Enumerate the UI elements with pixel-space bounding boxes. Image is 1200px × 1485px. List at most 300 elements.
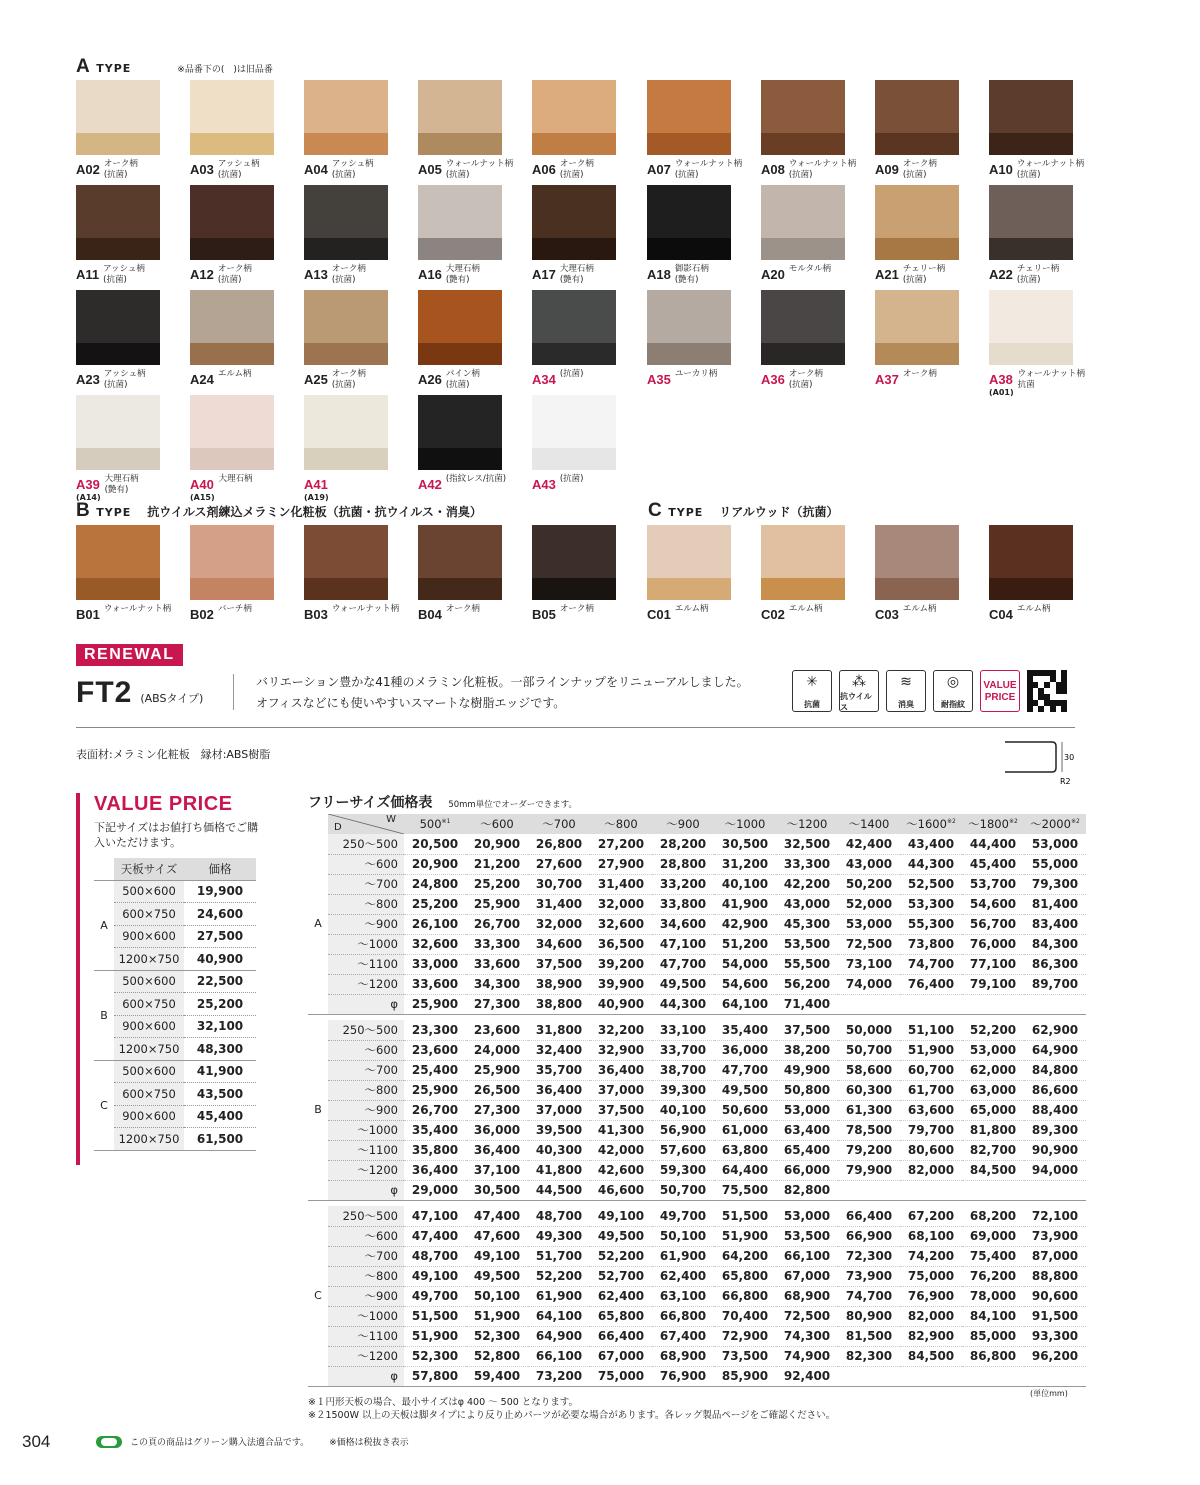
swatch-tile <box>76 185 160 260</box>
price-cell: 39,900 <box>590 974 652 994</box>
value-price-row <box>94 925 256 948</box>
price-cell: 26,700 <box>466 914 528 934</box>
swatch-name: ウォールナット柄 <box>103 604 172 614</box>
price-cell: 35,400 <box>714 1020 776 1040</box>
swatch-label <box>190 264 294 286</box>
swatch-name: オーク柄 (抗菌) <box>902 159 937 180</box>
header-d-w <box>328 814 404 834</box>
swatch-edge <box>418 133 502 155</box>
swatch-code-wrap <box>418 159 442 178</box>
swatch-tile <box>190 185 274 260</box>
price-cell: 50,000 <box>838 1020 900 1040</box>
price-cell: 36,400 <box>528 1080 590 1100</box>
price-cell: 81,800 <box>962 1120 1024 1140</box>
price-cell: 63,000 <box>962 1080 1024 1100</box>
price-cell: 33,600 <box>404 974 466 994</box>
swatch-name: オーク柄 (抗菌) <box>217 264 252 285</box>
price-cell: 74,700 <box>900 954 962 974</box>
price-cell: 51,700 <box>528 1246 590 1266</box>
price-cell: 68,100 <box>900 1226 962 1246</box>
swatch-code: A20 <box>761 267 785 282</box>
price-cell: 27,300 <box>466 994 528 1014</box>
price-cell: 51,900 <box>900 1040 962 1060</box>
swatch-tile <box>989 185 1073 260</box>
price-cell: 90,600 <box>1024 1286 1086 1306</box>
swatch-edge <box>875 238 959 260</box>
width-header <box>528 814 590 834</box>
price-cell <box>900 994 962 1014</box>
price-cell: 47,700 <box>652 954 714 974</box>
price-row <box>308 1140 1086 1160</box>
depth-cell: ～1000 <box>328 934 404 954</box>
a-type-heading: A TYPE ※品番下の( )は旧品番 <box>76 56 273 77</box>
header-w: W <box>386 814 396 825</box>
swatch-tile <box>76 290 160 365</box>
price-row <box>308 1020 1086 1040</box>
swatch-a37 <box>875 290 979 390</box>
price-cell: 53,500 <box>776 1226 838 1246</box>
price-cell: 84,100 <box>962 1306 1024 1326</box>
swatch-tile <box>532 185 616 260</box>
swatch-edge <box>76 238 160 260</box>
price-cell: 77,100 <box>962 954 1024 974</box>
swatch-label <box>76 604 180 623</box>
depth-cell: ～900 <box>328 1286 404 1306</box>
price-cell: 26,800 <box>528 834 590 854</box>
price-cell: 55,300 <box>900 914 962 934</box>
size-cell: 500×600 <box>114 1060 184 1083</box>
swatch-code: A42 <box>418 477 442 492</box>
price-cell: 66,100 <box>776 1246 838 1266</box>
price-cell: 78,500 <box>838 1120 900 1140</box>
b-type-heading: B TYPE 抗ウイルス剤練込メラミン化粧板（抗菌・抗ウイルス・消臭） <box>76 500 482 521</box>
swatch-tile <box>989 80 1073 155</box>
price-cell: 55,000 <box>1024 854 1086 874</box>
swatch-code: A17 <box>532 267 556 282</box>
value-price-title: VALUE PRICE <box>94 793 233 815</box>
swatch-tile <box>647 525 731 600</box>
price-cell: 71,400 <box>776 994 838 1014</box>
price-cell: 81,400 <box>1024 894 1086 914</box>
swatch-tile <box>761 290 845 365</box>
swatch-edge <box>875 133 959 155</box>
price-cell: 79,200 <box>838 1140 900 1160</box>
price-cell: 33,600 <box>466 954 528 974</box>
swatch-label <box>647 369 751 388</box>
price-cell: 34,300 <box>466 974 528 994</box>
swatch-code: A04 <box>304 162 328 177</box>
price-cell: 54,600 <box>962 894 1024 914</box>
width-header <box>714 814 776 834</box>
swatch-old-code: (A14) <box>76 493 101 502</box>
swatch-edge <box>989 238 1073 260</box>
price-cell <box>838 1366 900 1386</box>
swatch-code: A26 <box>418 372 442 387</box>
size-cell: 600×750 <box>114 903 184 926</box>
swatch-tile <box>190 290 274 365</box>
price-cell: 47,400 <box>466 1206 528 1226</box>
price-cell: 82,700 <box>962 1140 1024 1160</box>
width-label: ～700 <box>542 817 576 831</box>
swatch-code: A18 <box>647 267 671 282</box>
feature-icons <box>792 670 1067 712</box>
depth-cell: φ <box>328 1180 404 1200</box>
price-cell: 74,000 <box>838 974 900 994</box>
swatch-edge <box>532 133 616 155</box>
price-cell: 31,800 <box>528 1020 590 1040</box>
price-cell: 27,900 <box>590 854 652 874</box>
swatch-code-wrap <box>304 474 329 502</box>
swatch-tile <box>875 185 959 260</box>
price-cell: 68,200 <box>962 1206 1024 1226</box>
icon-caption: 抗菌 <box>804 700 820 709</box>
price-cell: 89,300 <box>1024 1120 1086 1140</box>
swatch-code: B05 <box>532 607 556 622</box>
price-cell: 49,100 <box>466 1246 528 1266</box>
price-cell: 43,000 <box>776 894 838 914</box>
swatch-tile <box>304 290 388 365</box>
swatch-name: ウォールナット柄 (抗菌) <box>788 159 857 180</box>
price-cell <box>838 1180 900 1200</box>
price-cell: 63,800 <box>714 1140 776 1160</box>
price-cell: 68,900 <box>776 1286 838 1306</box>
swatch-code-wrap <box>647 264 671 283</box>
price-cell: 60,300 <box>838 1080 900 1100</box>
price-cell: 32,600 <box>404 934 466 954</box>
price-cell: 61,700 <box>900 1080 962 1100</box>
price-cell: 64,100 <box>714 994 776 1014</box>
radius-label: R2 <box>1060 777 1071 786</box>
swatch-label <box>761 604 865 623</box>
swatch-code: A02 <box>76 162 100 177</box>
swatch-a41 <box>304 395 408 502</box>
free-size-price-table <box>308 814 1086 1387</box>
swatch-name: エルム柄 <box>674 604 709 614</box>
price-cell: 47,400 <box>404 1226 466 1246</box>
swatch-a05 <box>418 80 522 180</box>
width-label: ～1800 <box>968 817 1009 831</box>
swatch-edge <box>190 448 274 470</box>
swatch-edge <box>76 133 160 155</box>
swatch-tile <box>647 290 731 365</box>
swatch-code-wrap <box>532 264 556 283</box>
swatch-code: B04 <box>418 607 442 622</box>
price-row <box>308 1040 1086 1060</box>
swatch-code-wrap <box>532 474 556 493</box>
price-cell: 26,100 <box>404 914 466 934</box>
price-cell <box>962 1366 1024 1386</box>
page-footer: この頁の商品はグリーン購入法適合品です。 ※価格は税抜き表示 <box>96 1435 409 1448</box>
price-cell: 48,300 <box>184 1038 256 1061</box>
price-cell: 52,800 <box>466 1346 528 1366</box>
swatch-tile <box>304 395 388 470</box>
price-cell: 85,000 <box>962 1326 1024 1346</box>
price-cell: 25,900 <box>466 1060 528 1080</box>
depth-cell: ～1100 <box>328 954 404 974</box>
price-cell: 49,500 <box>714 1080 776 1100</box>
price-cell: 37,500 <box>590 1100 652 1120</box>
price-cell: 61,900 <box>528 1286 590 1306</box>
price-cell: 64,200 <box>714 1246 776 1266</box>
swatch-name: 大理石柄 (艶有) <box>104 474 139 495</box>
swatch-label <box>532 604 636 623</box>
price-cell: 90,900 <box>1024 1140 1086 1160</box>
swatch-tile <box>304 80 388 155</box>
swatch-code: B03 <box>304 607 328 622</box>
price-cell: 86,600 <box>1024 1080 1086 1100</box>
price-row <box>308 1226 1086 1246</box>
swatch-code-wrap <box>761 369 785 388</box>
swatch-code-wrap <box>190 264 214 283</box>
swatch-label <box>304 264 408 286</box>
price-cell: 41,900 <box>714 894 776 914</box>
price-cell: 52,500 <box>900 874 962 894</box>
price-cell: 64,900 <box>528 1326 590 1346</box>
depth-cell: ～1000 <box>328 1306 404 1326</box>
price-cell: 62,400 <box>652 1266 714 1286</box>
price-cell: 40,900 <box>184 948 256 971</box>
depth-cell: ～600 <box>328 854 404 874</box>
swatch-code: A38 <box>989 372 1013 387</box>
price-cell: 64,100 <box>528 1306 590 1326</box>
swatch-a16 <box>418 185 522 285</box>
price-cell: 87,000 <box>1024 1246 1086 1266</box>
swatch-code: C03 <box>875 607 899 622</box>
price-cell: 50,100 <box>466 1286 528 1306</box>
swatch-code-wrap <box>76 264 99 283</box>
swatch-tile <box>418 185 502 260</box>
price-cell: 44,500 <box>528 1180 590 1200</box>
icon-caption: 耐指紋 <box>941 700 965 709</box>
swatch-old-code: (A19) <box>304 493 329 502</box>
swatch-label <box>304 369 408 391</box>
value-price-row <box>94 1105 256 1128</box>
value-price-desc: 下記サイズはお値打ち価格でご購入いただけます。 <box>94 821 259 849</box>
price-cell: 82,000 <box>900 1306 962 1326</box>
swatch-code-wrap <box>647 604 671 623</box>
price-cell: 74,300 <box>776 1326 838 1346</box>
swatch-code: B02 <box>190 607 214 622</box>
swatch-edge <box>875 343 959 365</box>
price-cell: 80,600 <box>900 1140 962 1160</box>
price-cell: 76,900 <box>652 1366 714 1386</box>
price-cell: 43,500 <box>184 1083 256 1106</box>
price-row <box>308 1160 1086 1180</box>
price-cell: 75,000 <box>590 1366 652 1386</box>
swatch-tile <box>761 80 845 155</box>
price-cell: 66,800 <box>652 1306 714 1326</box>
swatch-label <box>647 264 751 286</box>
price-cell: 39,200 <box>590 954 652 974</box>
swatch-code-wrap <box>532 159 556 178</box>
swatch-name: 御影石柄 (艶有) <box>674 264 709 285</box>
swatch-label <box>190 474 294 502</box>
swatch-tile <box>532 80 616 155</box>
price-cell: 51,900 <box>714 1226 776 1246</box>
price-cell: 49,700 <box>652 1206 714 1226</box>
swatch-code-wrap <box>76 474 101 502</box>
swatch-name: アッシュ柄 (抗菌) <box>103 369 146 390</box>
type-label: A <box>308 834 328 1014</box>
depth-cell: 250～500 <box>328 1020 404 1040</box>
swatch-a18 <box>647 185 751 285</box>
value-price-row <box>94 1015 256 1038</box>
price-cell: 78,000 <box>962 1286 1024 1306</box>
swatch-name: エルム柄 <box>217 369 252 379</box>
price-cell: 62,400 <box>590 1286 652 1306</box>
price-cell: 61,900 <box>652 1246 714 1266</box>
header-price: 価格 <box>184 858 256 880</box>
price-row <box>308 1206 1086 1226</box>
price-cell: 52,700 <box>590 1266 652 1286</box>
unit-note: (単位mm) <box>1030 1389 1068 1398</box>
swatch-edge <box>989 343 1073 365</box>
price-cell: 33,100 <box>652 1020 714 1040</box>
price-cell: 19,900 <box>184 880 256 903</box>
swatch-tile <box>647 185 731 260</box>
intro-text: バリエーション豊かな41種のメラミン化粧板。一部ラインナップをリニューアルしました。 オフィスなどにも使いやすいスマートな樹脂エッジです。 <box>256 675 749 710</box>
swatch-code: A12 <box>190 267 214 282</box>
price-cell: 26,700 <box>404 1100 466 1120</box>
price-cell: 27,600 <box>528 854 590 874</box>
price-cell: 93,300 <box>1024 1326 1086 1346</box>
swatch-a08 <box>761 80 865 180</box>
depth-cell: ～600 <box>328 1226 404 1246</box>
price-cell: 72,100 <box>1024 1206 1086 1226</box>
price-cell: 94,000 <box>1024 1160 1086 1180</box>
swatch-edge <box>647 133 731 155</box>
price-cell: 67,000 <box>590 1346 652 1366</box>
swatch-label <box>989 159 1093 181</box>
width-label: ～600 <box>480 817 514 831</box>
type-label: B <box>308 1020 328 1200</box>
swatch-edge <box>304 578 388 600</box>
swatch-code-wrap <box>875 159 899 178</box>
price-cell: 67,200 <box>900 1206 962 1226</box>
size-cell: 900×600 <box>114 925 184 948</box>
price-cell: 49,500 <box>652 974 714 994</box>
price-cell: 38,900 <box>528 974 590 994</box>
depth-cell: 250～500 <box>328 834 404 854</box>
price-cell: 39,500 <box>528 1120 590 1140</box>
swatch-tile <box>418 80 502 155</box>
price-cell: 22,500 <box>184 970 256 993</box>
price-cell: 37,000 <box>528 1100 590 1120</box>
price-row <box>308 894 1086 914</box>
price-cell: 50,100 <box>652 1226 714 1246</box>
price-cell <box>1024 1366 1086 1386</box>
price-cell: 68,900 <box>652 1346 714 1366</box>
price-cell: 65,800 <box>714 1266 776 1286</box>
price-cell: 53,000 <box>1024 834 1086 854</box>
price-cell: 27,500 <box>184 925 256 948</box>
swatch-name: ウォールナット柄 (抗菌) <box>674 159 743 180</box>
swatch-code: A43 <box>532 477 556 492</box>
swatch-code-wrap <box>875 264 899 283</box>
swatch-a20 <box>761 185 865 285</box>
icon-glyph: ✳ <box>806 674 818 690</box>
icon-caption: 抗ウイルス <box>840 692 872 712</box>
swatch-label <box>304 159 408 181</box>
swatch-code-wrap <box>304 159 328 178</box>
swatch-code-wrap <box>304 604 328 623</box>
swatch-a09 <box>875 80 979 180</box>
swatch-code-wrap <box>304 369 328 388</box>
price-cell: 49,500 <box>590 1226 652 1246</box>
price-cell: 64,900 <box>1024 1040 1086 1060</box>
width-header <box>838 814 900 834</box>
price-cell: 66,000 <box>776 1160 838 1180</box>
swatch-name: オーク柄 <box>902 369 937 379</box>
qr-code-icon[interactable] <box>1027 670 1067 712</box>
icon-glyph: ◎ <box>946 674 960 690</box>
price-cell: 44,300 <box>900 854 962 874</box>
price-cell: 25,900 <box>404 1080 466 1100</box>
swatch-edge <box>304 238 388 260</box>
value-price-icon-line2: PRICE <box>984 691 1016 703</box>
swatch-edge <box>190 578 274 600</box>
swatch-a06 <box>532 80 636 180</box>
price-cell: 82,800 <box>776 1180 838 1200</box>
icon-caption: 消臭 <box>898 700 914 709</box>
swatch-label <box>532 369 636 388</box>
swatch-a39 <box>76 395 180 502</box>
price-cell: 57,800 <box>404 1366 466 1386</box>
page-number: 304 <box>22 1432 51 1451</box>
price-cell: 52,300 <box>404 1346 466 1366</box>
price-cell: 32,500 <box>776 834 838 854</box>
price-cell: 89,700 <box>1024 974 1086 994</box>
price-cell: 72,300 <box>838 1246 900 1266</box>
swatch-name: ユーカリ柄 <box>674 369 718 379</box>
swatch-label <box>761 369 865 391</box>
price-cell: 49,300 <box>528 1226 590 1246</box>
price-cell: 25,400 <box>404 1060 466 1080</box>
price-cell: 86,800 <box>962 1346 1024 1366</box>
price-cell: 50,700 <box>838 1040 900 1060</box>
swatch-edge <box>304 133 388 155</box>
price-cell: 53,000 <box>838 914 900 934</box>
width-label: 500 <box>419 817 442 831</box>
swatch-name: アッシュ柄 (抗菌) <box>217 159 260 180</box>
price-cell: 40,900 <box>590 994 652 1014</box>
swatch-edge <box>190 238 274 260</box>
width-header <box>466 814 528 834</box>
size-cell: 600×750 <box>114 1083 184 1106</box>
swatch-a22 <box>989 185 1093 285</box>
price-cell: 66,100 <box>528 1346 590 1366</box>
price-cell: 96,200 <box>1024 1346 1086 1366</box>
swatch-a38 <box>989 290 1093 397</box>
price-cell: 24,800 <box>404 874 466 894</box>
swatch-edge <box>418 448 502 470</box>
swatch-tile <box>532 525 616 600</box>
swatch-label <box>76 159 180 181</box>
price-cell: 84,500 <box>962 1160 1024 1180</box>
price-cell: 73,500 <box>714 1346 776 1366</box>
swatch-a42 <box>418 395 522 495</box>
swatch-a23 <box>76 290 180 390</box>
swatch-name: エルム柄 <box>902 604 937 614</box>
price-row <box>308 1120 1086 1140</box>
price-cell: 37,000 <box>590 1080 652 1100</box>
swatch-name: パイン柄 (抗菌) <box>445 369 480 390</box>
price-cell: 45,400 <box>962 854 1024 874</box>
swatch-label <box>418 604 522 623</box>
swatch-code: A35 <box>647 372 671 387</box>
price-cell: 20,900 <box>466 834 528 854</box>
swatch-label <box>875 264 979 286</box>
